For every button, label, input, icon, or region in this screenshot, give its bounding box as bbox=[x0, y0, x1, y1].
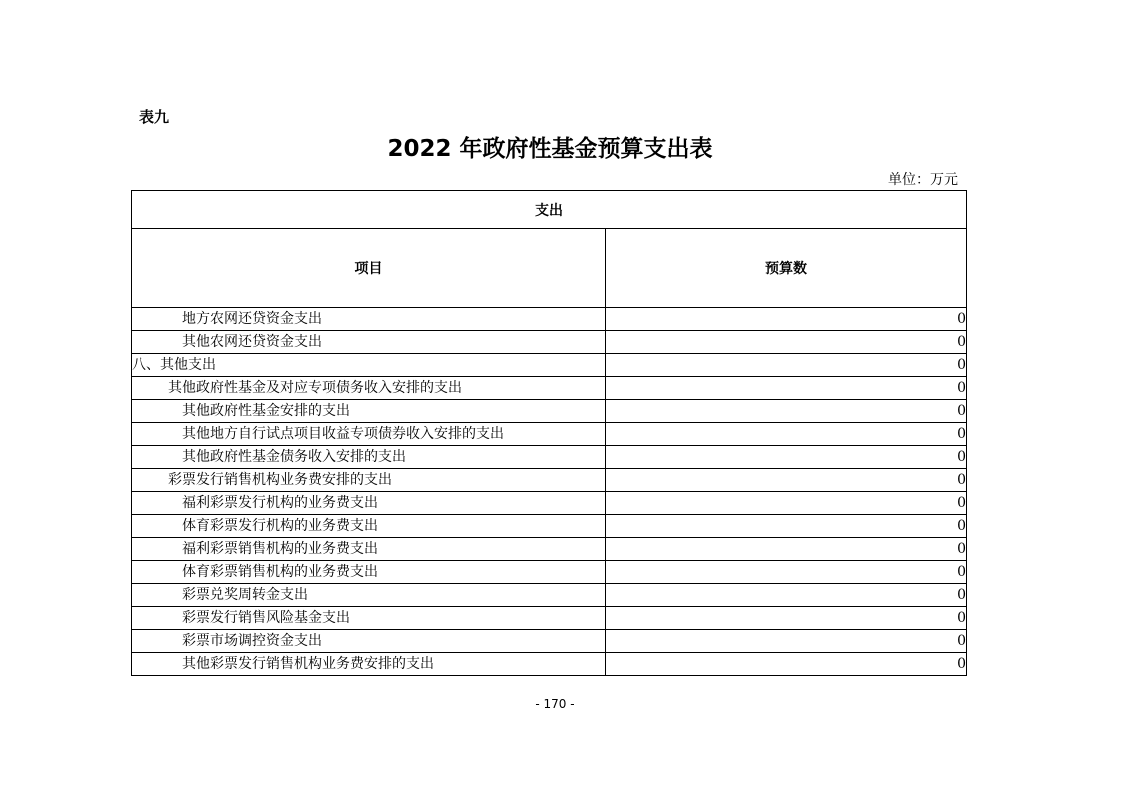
table-row bbox=[132, 446, 967, 469]
row-item-name: 福利彩票销售机构的业务费支出 bbox=[132, 538, 606, 561]
row-item-name: 彩票兑奖周转金支出 bbox=[132, 584, 606, 607]
row-item-name: 彩票发行销售机构业务费安排的支出 bbox=[132, 469, 606, 492]
row-budget-amount: 0 bbox=[606, 308, 967, 331]
table-row bbox=[132, 308, 967, 331]
column-header-item: 项目 bbox=[132, 229, 606, 308]
page-title: 2022 年政府性基金预算支出表 bbox=[387, 136, 713, 162]
group-header-expenditure: 支出 bbox=[132, 191, 967, 229]
row-item-name: 八、其他支出 bbox=[132, 354, 606, 377]
row-item-name: 其他政府性基金债务收入安排的支出 bbox=[132, 446, 606, 469]
table-row bbox=[132, 400, 967, 423]
row-budget-amount: 0 bbox=[606, 423, 967, 446]
row-item-name: 其他政府性基金安排的支出 bbox=[132, 400, 606, 423]
page-number: - 170 - bbox=[535, 697, 575, 711]
table-number: 表九 bbox=[139, 108, 170, 126]
row-budget-amount: 0 bbox=[606, 561, 967, 584]
column-header-amount: 预算数 bbox=[606, 229, 967, 308]
table-row bbox=[132, 377, 967, 400]
budget-table-body bbox=[132, 191, 967, 676]
row-budget-amount: 0 bbox=[606, 377, 967, 400]
row-item-name: 体育彩票发行机构的业务费支出 bbox=[132, 515, 606, 538]
row-item-name: 其他彩票发行销售机构业务费安排的支出 bbox=[132, 653, 606, 676]
row-item-name: 其他政府性基金及对应专项债务收入安排的支出 bbox=[132, 377, 606, 400]
row-budget-amount: 0 bbox=[606, 354, 967, 377]
unit-label: 单位：万元 bbox=[888, 172, 958, 188]
table-row bbox=[132, 630, 967, 653]
row-item-name: 体育彩票销售机构的业务费支出 bbox=[132, 561, 606, 584]
group-header-row bbox=[132, 191, 967, 229]
row-item-name: 彩票市场调控资金支出 bbox=[132, 630, 606, 653]
table-row bbox=[132, 423, 967, 446]
table-row bbox=[132, 331, 967, 354]
row-item-name: 地方农网还贷资金支出 bbox=[132, 308, 606, 331]
row-budget-amount: 0 bbox=[606, 331, 967, 354]
table-row bbox=[132, 584, 967, 607]
table-row bbox=[132, 469, 967, 492]
row-budget-amount: 0 bbox=[606, 653, 967, 676]
row-budget-amount: 0 bbox=[606, 538, 967, 561]
row-budget-amount: 0 bbox=[606, 469, 967, 492]
row-item-name: 其他农网还贷资金支出 bbox=[132, 331, 606, 354]
table-row bbox=[132, 561, 967, 584]
row-budget-amount: 0 bbox=[606, 584, 967, 607]
row-budget-amount: 0 bbox=[606, 630, 967, 653]
row-budget-amount: 0 bbox=[606, 607, 967, 630]
row-item-name: 其他地方自行试点项目收益专项债券收入安排的支出 bbox=[132, 423, 606, 446]
table-row bbox=[132, 653, 967, 676]
row-budget-amount: 0 bbox=[606, 515, 967, 538]
column-header-row bbox=[132, 229, 967, 308]
table-row bbox=[132, 354, 967, 377]
row-budget-amount: 0 bbox=[606, 446, 967, 469]
row-budget-amount: 0 bbox=[606, 492, 967, 515]
table-row bbox=[132, 538, 967, 561]
row-budget-amount: 0 bbox=[606, 400, 967, 423]
table-row bbox=[132, 607, 967, 630]
row-item-name: 福利彩票发行机构的业务费支出 bbox=[132, 492, 606, 515]
row-item-name: 彩票发行销售风险基金支出 bbox=[132, 607, 606, 630]
budget-table bbox=[131, 190, 967, 676]
table-row bbox=[132, 492, 967, 515]
table-row bbox=[132, 515, 967, 538]
